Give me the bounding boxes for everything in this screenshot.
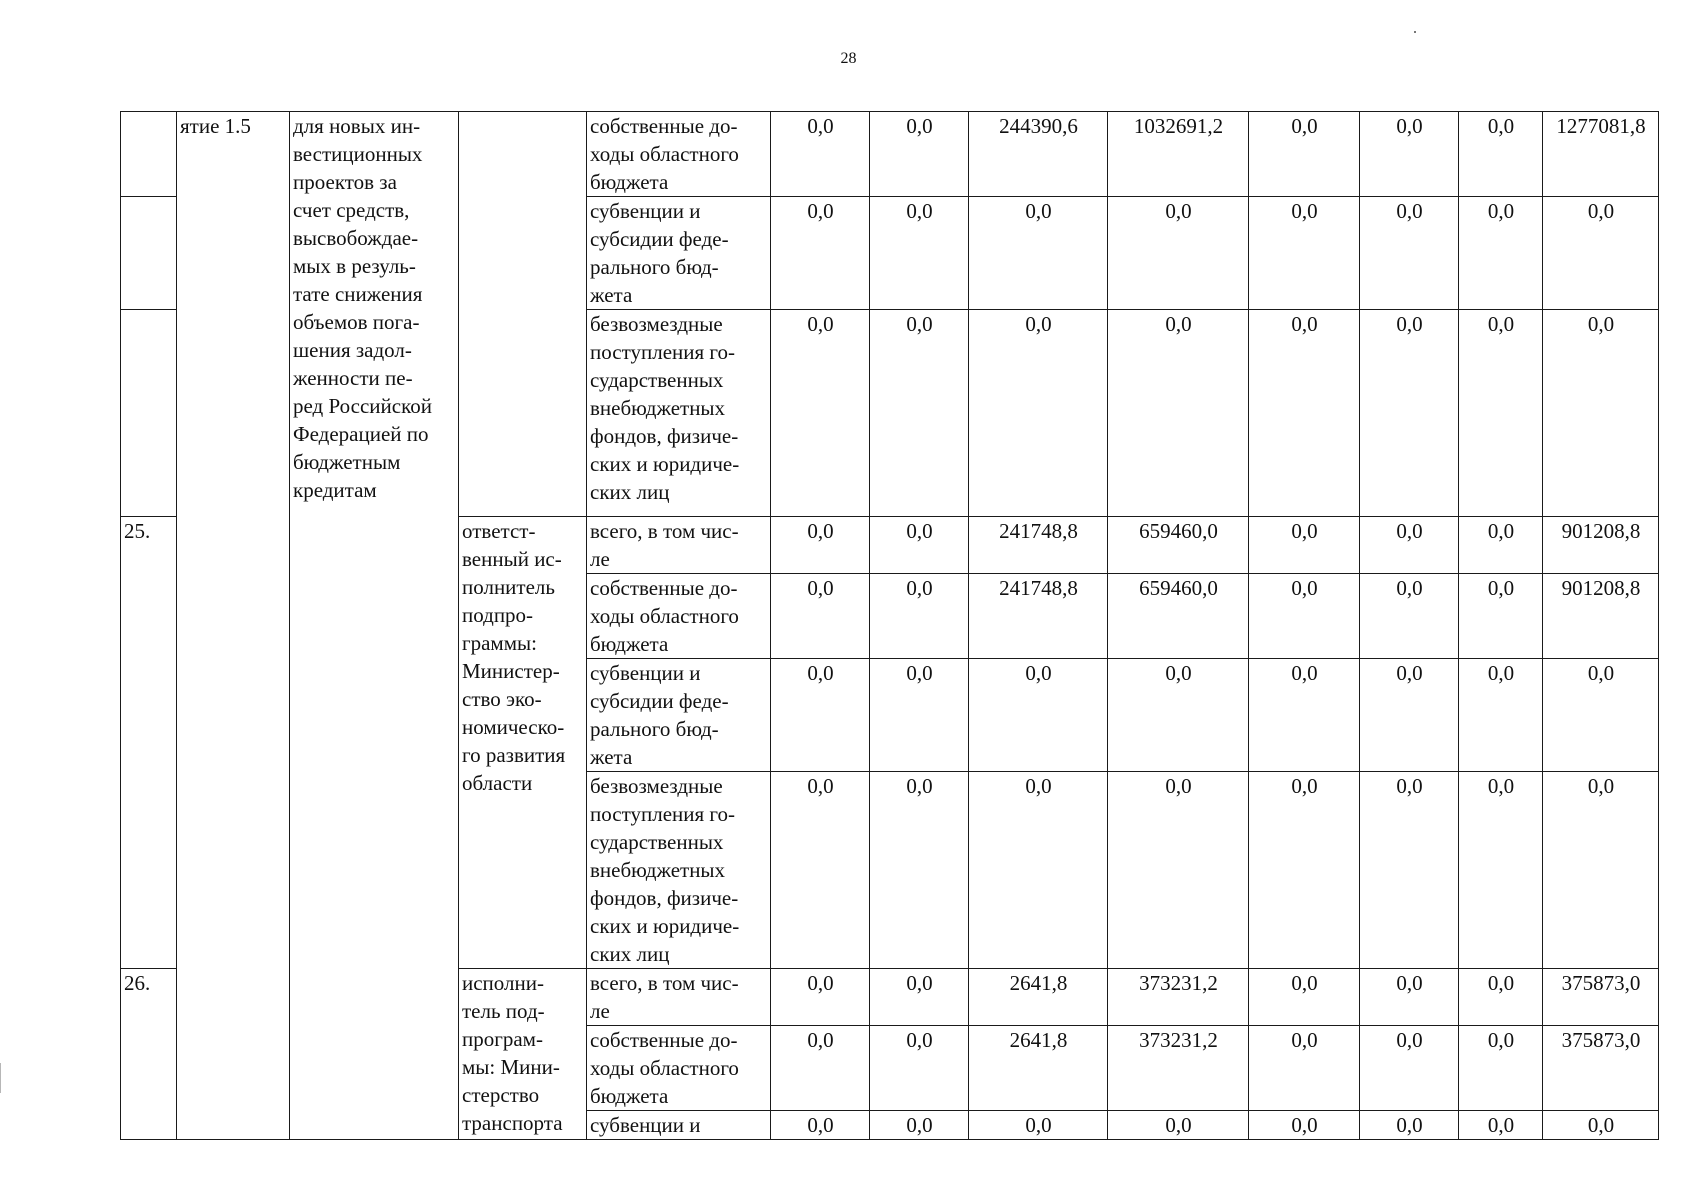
table-row bbox=[121, 112, 1659, 197]
value-cell: 241748,8 bbox=[969, 517, 1108, 574]
row-number-cell-empty bbox=[121, 112, 177, 197]
value-cell: 0,0 bbox=[1543, 197, 1659, 310]
value-cell: 0,0 bbox=[771, 1111, 870, 1140]
value-cell: 659460,0 bbox=[1108, 574, 1249, 659]
value-cell: 0,0 bbox=[1249, 1111, 1360, 1140]
value-cell: 0,0 bbox=[1459, 517, 1543, 574]
funding-source-cell: безвозмездные поступления го- сударственных внебюджетных фондов, физиче- ских и юридиче- ских лиц bbox=[587, 772, 771, 969]
funding-source-cell: безвозмездные поступления го- сударственных внебюджетных фондов, физиче- ских и юридиче- ских лиц bbox=[587, 310, 771, 517]
value-cell: 0,0 bbox=[1360, 310, 1459, 517]
value-cell: 0,0 bbox=[1249, 1026, 1360, 1111]
value-cell: 0,0 bbox=[969, 310, 1108, 517]
value-cell: 373231,2 bbox=[1108, 969, 1249, 1026]
value-cell: 0,0 bbox=[1249, 772, 1360, 969]
value-cell: 0,0 bbox=[771, 969, 870, 1026]
value-cell: 0,0 bbox=[1543, 310, 1659, 517]
funding-source-cell: всего, в том чис- ле bbox=[587, 969, 771, 1026]
value-cell: 0,0 bbox=[1459, 969, 1543, 1026]
value-cell: 0,0 bbox=[1360, 969, 1459, 1026]
value-cell: 0,0 bbox=[1360, 197, 1459, 310]
value-cell: 0,0 bbox=[1459, 1111, 1543, 1140]
value-cell: 0,0 bbox=[870, 574, 969, 659]
funding-source-cell: субвенции и bbox=[587, 1111, 771, 1140]
value-cell: 0,0 bbox=[1459, 310, 1543, 517]
row-number-cell: 25. bbox=[121, 517, 177, 969]
value-cell: 0,0 bbox=[1249, 112, 1360, 197]
value-cell: 0,0 bbox=[870, 197, 969, 310]
funding-source-cell: собственные до- ходы областного бюджета bbox=[587, 574, 771, 659]
value-cell: 0,0 bbox=[1249, 517, 1360, 574]
value-cell: 0,0 bbox=[1249, 197, 1360, 310]
value-cell: 0,0 bbox=[1360, 112, 1459, 197]
value-cell: 0,0 bbox=[1108, 1111, 1249, 1140]
value-cell: 0,0 bbox=[870, 659, 969, 772]
value-cell: 0,0 bbox=[870, 969, 969, 1026]
value-cell: 0,0 bbox=[1543, 772, 1659, 969]
value-cell: 0,0 bbox=[969, 659, 1108, 772]
value-cell: 0,0 bbox=[1108, 659, 1249, 772]
funding-source-cell: собственные до- ходы областного бюджета bbox=[587, 1026, 771, 1111]
executor-cell: ответст- венный ис- полнитель подпро- граммы: Министер- ство эко- номическо- го развития области bbox=[459, 517, 587, 969]
value-cell: 0,0 bbox=[969, 1111, 1108, 1140]
value-cell: 0,0 bbox=[771, 1026, 870, 1111]
funding-source-cell: субвенции и субсидии феде- рального бюд- жета bbox=[587, 659, 771, 772]
value-cell: 0,0 bbox=[969, 197, 1108, 310]
value-cell: 0,0 bbox=[1459, 772, 1543, 969]
value-cell: 0,0 bbox=[771, 574, 870, 659]
value-cell: 241748,8 bbox=[969, 574, 1108, 659]
value-cell: 0,0 bbox=[1360, 1111, 1459, 1140]
value-cell: 2641,8 bbox=[969, 969, 1108, 1026]
value-cell: 373231,2 bbox=[1108, 1026, 1249, 1111]
value-cell: 0,0 bbox=[969, 772, 1108, 969]
value-cell: 2641,8 bbox=[969, 1026, 1108, 1111]
value-cell: 901208,8 bbox=[1543, 574, 1659, 659]
value-cell: 0,0 bbox=[771, 772, 870, 969]
value-cell: 0,0 bbox=[1108, 197, 1249, 310]
funding-source-cell: субвенции и субсидии феде- рального бюд- жета bbox=[587, 197, 771, 310]
event-name-cell: для новых ин- вестиционных проектов за счет средств, высвобождае- мых в резуль- тате снижения объемов пога- шения задол- женности пе- ред Российской Федерацией по бюджетным кредитам bbox=[290, 112, 459, 1140]
value-cell: 0,0 bbox=[1360, 517, 1459, 574]
value-cell: 0,0 bbox=[1249, 310, 1360, 517]
value-cell: 0,0 bbox=[1459, 574, 1543, 659]
value-cell: 1277081,8 bbox=[1543, 112, 1659, 197]
value-cell: 0,0 bbox=[870, 772, 969, 969]
value-cell: 0,0 bbox=[870, 310, 969, 517]
value-cell: 901208,8 bbox=[1543, 517, 1659, 574]
funding-source-cell: собственные до- ходы областного бюджета bbox=[587, 112, 771, 197]
scan-margin-mark bbox=[0, 1063, 6, 1093]
funding-source-cell: всего, в том чис- ле bbox=[587, 517, 771, 574]
value-cell: 0,0 bbox=[1543, 659, 1659, 772]
value-cell: 375873,0 bbox=[1543, 1026, 1659, 1111]
value-cell: 0,0 bbox=[1249, 969, 1360, 1026]
value-cell: 0,0 bbox=[1249, 659, 1360, 772]
row-number-cell-empty bbox=[121, 197, 177, 310]
value-cell: 1032691,2 bbox=[1108, 112, 1249, 197]
value-cell: 0,0 bbox=[1108, 772, 1249, 969]
value-cell: 0,0 bbox=[1108, 310, 1249, 517]
value-cell: 0,0 bbox=[1459, 659, 1543, 772]
value-cell: 0,0 bbox=[870, 1026, 969, 1111]
value-cell: 0,0 bbox=[1360, 574, 1459, 659]
value-cell: 0,0 bbox=[771, 197, 870, 310]
budget-table bbox=[120, 111, 1659, 1140]
value-cell: 659460,0 bbox=[1108, 517, 1249, 574]
value-cell: 0,0 bbox=[870, 112, 969, 197]
value-cell: 0,0 bbox=[771, 310, 870, 517]
row-number-cell-empty bbox=[121, 310, 177, 517]
value-cell: 0,0 bbox=[1459, 197, 1543, 310]
value-cell: 0,0 bbox=[1360, 772, 1459, 969]
value-cell: 0,0 bbox=[870, 1111, 969, 1140]
scan-dot bbox=[1414, 31, 1416, 33]
value-cell: 0,0 bbox=[1360, 659, 1459, 772]
value-cell: 375873,0 bbox=[1543, 969, 1659, 1026]
executor-cell: исполни- тель под- програм- мы: Мини- стерство транспорта bbox=[459, 969, 587, 1140]
page-number: 28 bbox=[840, 50, 857, 67]
executor-cell-empty bbox=[459, 112, 587, 517]
value-cell: 0,0 bbox=[1249, 574, 1360, 659]
value-cell: 0,0 bbox=[771, 659, 870, 772]
value-cell: 0,0 bbox=[1459, 112, 1543, 197]
value-cell: 244390,6 bbox=[969, 112, 1108, 197]
value-cell: 0,0 bbox=[771, 112, 870, 197]
value-cell: 0,0 bbox=[1459, 1026, 1543, 1111]
row-number-cell: 26. bbox=[121, 969, 177, 1140]
event-code-cell: ятие 1.5 bbox=[177, 112, 290, 1140]
value-cell: 0,0 bbox=[1543, 1111, 1659, 1140]
value-cell: 0,0 bbox=[1360, 1026, 1459, 1111]
value-cell: 0,0 bbox=[771, 517, 870, 574]
value-cell: 0,0 bbox=[870, 517, 969, 574]
